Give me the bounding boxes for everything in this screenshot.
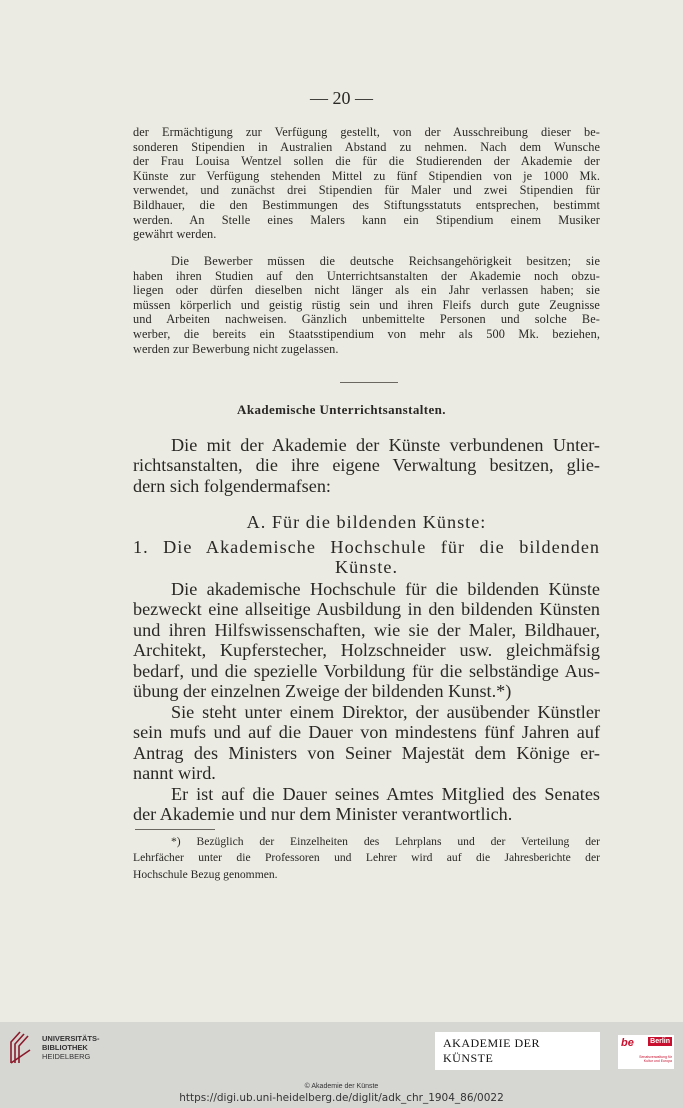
intro-paragraph [133, 435, 600, 496]
text-line: sonderen Stipendien in Australien Abstand zu nehmen. Nach dem Wunsche [133, 139, 600, 154]
text-line: Die Bewerber müssen die deutsche Reichsangehörigkeit besitzen; sie [171, 254, 600, 268]
permalink-url[interactable]: https://digi.ub.uni-heidelberg.de/diglit/adk_chr_1904_86/0022 [179, 1092, 504, 1104]
ub-logo-icon [8, 1030, 36, 1064]
text-line: *) Bezüglich der Einzelheiten des Lehrplans und der Verteilung der [171, 835, 600, 848]
text-line: werden. An Stelle eines Malers kann ein Stipendium einem Musiker [133, 212, 600, 227]
paragraph-2 [133, 254, 600, 356]
berlin-logo-be: be [621, 1037, 634, 1049]
text-line: übung der einzelnen Zweige der bildenden Kunst.*) [133, 680, 512, 701]
subheading-text: A. Für die bildenden Künste: [246, 512, 487, 532]
text-line: werber, die bereits ein Staatsstipendium von mehr als 500 Mk. beziehen, [133, 326, 600, 341]
ub-logo-line: BIBLIOTHEK [42, 1042, 88, 1052]
text-line: der Frau Louisa Wentzel sollen die für die Studierenden der Akademie der [133, 154, 600, 169]
text-line: müssen körperlich und geistig rüstig sein und ihren Fleifs durch gute Zeugnisse [133, 297, 600, 312]
text-line: bezweckt eine allseitige Ausbildung in den bildenden Künsten [133, 599, 600, 620]
text-line: gewährt werden. [133, 227, 217, 242]
text-line: richtsanstalten, die ihre eigene Verwaltung besitzen, glie- [133, 455, 600, 476]
item-heading [133, 537, 600, 578]
ub-logo-line: UNIVERSITÄTS- [42, 1033, 100, 1043]
text-line: sein mufs und auf die Dauer von mindestens fünf Jahren auf [133, 722, 600, 743]
text-line: liegen oder dürfen dieselben nicht länger als ein Jahr verlassen haben; sie [133, 283, 600, 298]
text-line: nannt wird. [133, 763, 216, 784]
adk-logo[interactable] [435, 1035, 600, 1067]
text-line: bedarf, und die spezielle Vorbildung für die selbständige Aus- [133, 660, 600, 681]
text-line: verwendet, und zunächst drei Stipendien für Maler und zwei Stipendien für [133, 183, 600, 198]
text-line: und Arbeiten nachweisen. Gänzlich unbemittelte Personen und solche Be- [133, 312, 600, 327]
ub-logo-line: HEIDELBERG [42, 1051, 91, 1061]
text-line: der Ermächtigung zur Verfügung gestellt, von der Ausschreibung dieser be- [133, 125, 600, 139]
item-heading-line: 1. Die Akademische Hochschule für die bildenden [133, 537, 600, 557]
text-line: Lehrfächer unter die Professoren und Lehrer wird auf die Jahresberichte der [133, 851, 600, 865]
section-divider [340, 382, 398, 383]
adk-logo-text: AKADEMIE DER KÜNSTE [435, 1032, 600, 1070]
copyright-text: © Akademie der Künste [304, 1083, 379, 1090]
paragraph-5 [133, 784, 600, 825]
text-line: Die mit der Akademie der Künste verbundenen Unter- [171, 435, 600, 455]
text-line: Künste zur Verfügung stehenden Mittel zu fünf Stipendien von je 1000 Mk. [133, 168, 600, 183]
text-line: Hochschule Bezug genommen. [133, 867, 278, 881]
berlin-logo[interactable] [618, 1035, 674, 1069]
footnote-divider [135, 829, 215, 830]
text-line: Er ist auf die Dauer seines Amtes Mitglied des Senates [171, 784, 600, 804]
text-line: haben ihren Studien auf den Unterrichtsanstalten der Akademie noch obzu- [133, 268, 600, 283]
berlin-logo-berlin: Berlin [650, 1038, 670, 1045]
paragraph-4 [133, 702, 600, 784]
text-line: Die akademische Hochschule für die bildenden Künste [171, 579, 600, 599]
text-line: der Akademie und nur dem Minister verantwortlich. [133, 804, 513, 825]
section-heading: Akademische Unterrichtsanstalten. [237, 402, 446, 417]
text-line: Antrag des Ministers von Seiner Majestät dem Könige er- [133, 742, 600, 763]
page-number: — 20 — [310, 88, 373, 108]
subheading [133, 512, 600, 532]
footnote [133, 834, 600, 883]
paragraph-1 [133, 125, 600, 242]
text-line: dern sich folgendermafsen: [133, 475, 331, 496]
ub-heidelberg-logo[interactable] [8, 1030, 100, 1064]
text-line: Architekt, Kupferstecher, Holzschneider usw. gleichmäfsig [133, 640, 600, 661]
text-line: Bildhauer, die den Bestimmungen des Stiftungsstatuts entsprechen, bestimmt [133, 197, 600, 212]
text-line: Sie steht unter einem Direktor, der ausübender Künstler [171, 702, 600, 722]
paragraph-3 [133, 579, 600, 701]
text-line: und ihren Hilfswissenschaften, wie sie der Maler, Bildhauer, [133, 619, 600, 640]
item-heading-line: Künste. [334, 557, 399, 578]
berlin-logo-sub: Senatsverwaltung für Kultur und Europa [639, 1055, 672, 1063]
text-line: werden zur Bewerbung nicht zugelassen. [133, 341, 339, 356]
viewer-footer [0, 1022, 683, 1108]
